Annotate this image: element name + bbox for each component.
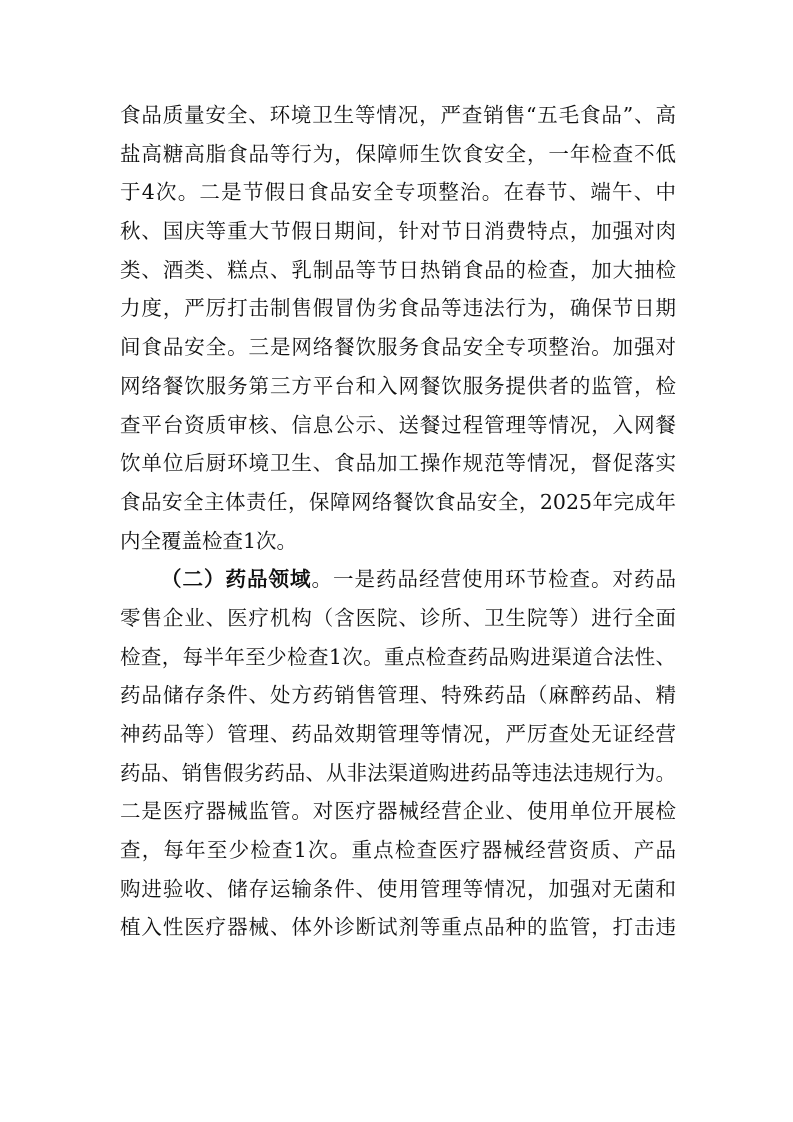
paragraph-line: 力度，严厉打击制售假冒伪劣食品等违法行为，确保节日期 bbox=[120, 296, 676, 321]
paragraph-line: 神药品等）管理、药品效期管理等情况，严厉查处无证经营 bbox=[120, 722, 676, 746]
paragraph-line: 内全覆盖检查1次。 bbox=[120, 528, 298, 553]
paragraph-line: 间食品安全。三是网络餐饮服务食品安全专项整治。加强对 bbox=[120, 335, 676, 360]
paragraph-line: 食品质量安全、环境卫生等情况，严查销售“五毛食品”、高 bbox=[120, 103, 676, 127]
paragraph-line: 药品储存条件、处方药销售管理、特殊药品（麻醉药品、精 bbox=[120, 683, 676, 708]
paragraph-line: 于4次。二是节假日食品安全专项整治。在春节、端午、中 bbox=[120, 180, 676, 205]
section-2-first-line-text: 。一是药品经营使用环节检查。对药品 bbox=[311, 567, 676, 592]
paragraph-line: 盐高糖高脂食品等行为，保障师生饮食安全，一年检查不低 bbox=[120, 141, 676, 166]
section-2-first-line bbox=[120, 560, 676, 599]
section-2-heading: （二）药品领域 bbox=[161, 567, 312, 592]
paragraph-line: 植入性医疗器械、体外诊断试剂等重点品种的监管，打击违 bbox=[120, 915, 676, 940]
paragraph-line: 食品安全主体责任，保障网络餐饮食品安全，2025年完成年 bbox=[120, 489, 676, 514]
paragraph-line: 秋、国庆等重大节假日期间，针对节日消费特点，加强对肉 bbox=[120, 219, 676, 244]
paragraph-line: 查，每年至少检查1次。重点检查医疗器械经营资质、产品 bbox=[120, 838, 676, 863]
paragraph-line: 购进验收、储存运输条件、使用管理等情况，加强对无菌和 bbox=[120, 876, 676, 901]
paragraph-line: 查平台资质审核、信息公示、送餐过程管理等情况，入网餐 bbox=[120, 412, 676, 437]
paragraph-line: 零售企业、医疗机构（含医院、诊所、卫生院等）进行全面 bbox=[120, 605, 676, 630]
paragraph-line: 检查，每半年至少检查1次。重点检查药品购进渠道合法性、 bbox=[120, 644, 676, 669]
paragraph-line: 饮单位后厨环境卫生、食品加工操作规范等情况，督促落实 bbox=[120, 451, 676, 476]
paragraph-line: 类、酒类、糕点、乳制品等节日热销食品的检查，加大抽检 bbox=[120, 257, 676, 282]
paragraph-line: 二是医疗器械监管。对医疗器械经营企业、使用单位开展检 bbox=[120, 799, 676, 824]
paragraph-line: 药品、销售假劣药品、从非法渠道购进药品等违法违规行为。 bbox=[120, 760, 676, 785]
body-text bbox=[120, 96, 676, 947]
paragraph-line: 网络餐饮服务第三方平台和入网餐饮服务提供者的监管，检 bbox=[120, 373, 676, 398]
